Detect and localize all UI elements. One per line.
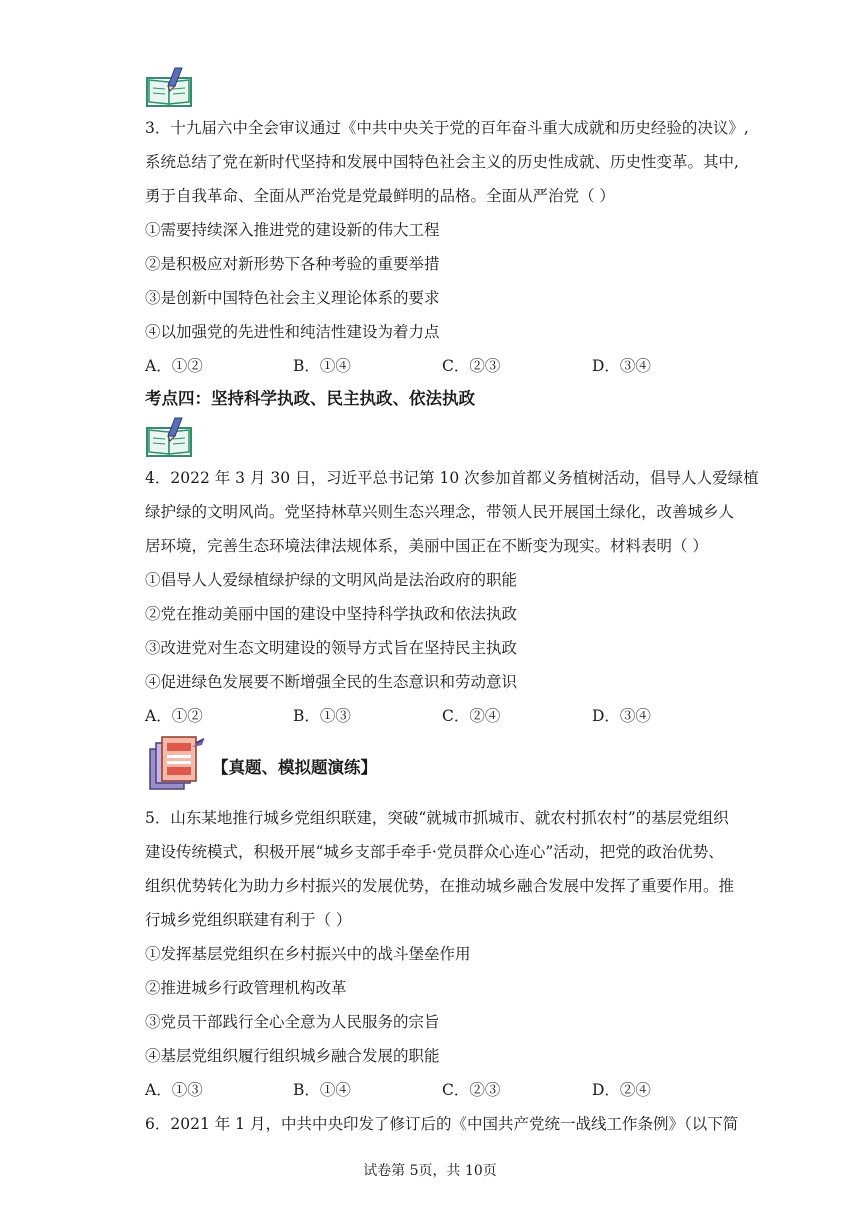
q3-option-c[interactable]: C．②③	[442, 357, 501, 375]
q3-stem-line-3: 勇于自我革命、全面从严治党是党最鲜明的品格。全面从严治党（ ）	[145, 187, 615, 205]
q5-options	[145, 1080, 705, 1100]
q3-item-3: ③是创新中国特色社会主义理论体系的要求	[145, 289, 440, 307]
q3-stem-line-1: 3．十九届六中全会审议通过《中共中央关于党的百年奋斗重大成就和历史经验的决议》,	[145, 119, 749, 137]
q5-option-a[interactable]: A．①③	[145, 1081, 203, 1099]
q5-stem-line-4: 行城乡党组织联建有利于（ ）	[145, 911, 352, 929]
notebook-pencil-icon	[145, 66, 193, 108]
kaodian-4-heading: 考点四：坚持科学执政、民主执政、依法执政	[145, 389, 475, 408]
q5-stem-line-1: 5．山东某地推行城乡党组织联建，突破“就城市抓城市、就农村抓农村”的基层党组织	[145, 809, 729, 827]
q3-option-b[interactable]: B．①④	[293, 357, 351, 375]
q3-item-4: ④以加强党的先进性和纯洁性建设为着力点	[145, 323, 440, 341]
q4-stem-line-3: 居环境，完善生态环境法律法规体系，美丽中国正在不断变为现实。材料表明（ ）	[145, 537, 708, 555]
q4-option-b[interactable]: B．①③	[293, 707, 351, 725]
q6-stem-line-1: 6．2021 年 1 月，中共中央印发了修订后的《中国共产党统一战线工作条例》（以下简	[145, 1115, 739, 1133]
q5-option-d[interactable]: D．②④	[592, 1081, 651, 1099]
q4-stem-line-1: 4．2022 年 3 月 30 日，习近平总书记第 10 次参加首都义务植树活动，倡导人人爱绿植	[145, 469, 759, 487]
page-footer: 试卷第 5页，共 10页	[363, 1163, 497, 1179]
q3-option-d[interactable]: D．③④	[592, 357, 651, 375]
q5-option-c[interactable]: C．②③	[442, 1081, 501, 1099]
q5-item-2: ②推进城乡行政管理机构改革	[145, 979, 347, 997]
q3-option-a[interactable]: A．①②	[145, 357, 203, 375]
q5-item-1: ①发挥基层党组织在乡村振兴中的战斗堡垒作用	[145, 945, 471, 963]
section-title: 【真题、模拟题演练】	[212, 758, 377, 777]
q4-item-4: ④促进绿色发展要不断增强全民的生态意识和劳动意识	[145, 673, 518, 691]
q4-item-2: ②党在推动美丽中国的建设中坚持科学执政和依法执政	[145, 605, 518, 623]
q4-option-c[interactable]: C．②④	[442, 707, 501, 725]
q4-options	[145, 706, 705, 726]
q5-item-3: ③党员干部践行全心全意为人民服务的宗旨	[145, 1013, 440, 1031]
q4-option-d[interactable]: D．③④	[592, 707, 651, 725]
q3-options	[145, 356, 705, 376]
documents-icon	[148, 735, 206, 793]
q4-item-1: ①倡导人人爱绿植绿护绿的文明风尚是法治政府的职能	[145, 571, 518, 589]
q5-stem-line-3: 组织优势转化为助力乡村振兴的发展优势，在推动城乡融合发展中发挥了重要作用。推	[145, 877, 735, 895]
q4-stem-line-2: 绿护绿的文明风尚。党坚持林草兴则生态兴理念，带领人民开展国土绿化，改善城乡人	[145, 503, 735, 521]
q3-stem-line-2: 系统总结了党在新时代坚持和发展中国特色社会主义的历史性成就、历史性变革。其中,	[145, 153, 739, 171]
q3-item-2: ②是积极应对新形势下各种考验的重要举措	[145, 255, 440, 273]
q4-option-a[interactable]: A．①②	[145, 707, 203, 725]
q4-item-3: ③改进党对生态文明建设的领导方式旨在坚持民主执政	[145, 639, 518, 657]
q5-stem-line-2: 建设传统模式，积极开展“城乡支部手牵手·党员群众心连心”活动，把党的政治优势、	[145, 843, 724, 861]
q5-option-b[interactable]: B．①④	[293, 1081, 351, 1099]
notebook-pencil-icon	[145, 416, 193, 458]
q3-item-1: ①需要持续深入推进党的建设新的伟大工程	[145, 221, 440, 239]
q5-item-4: ④基层党组织履行组织城乡融合发展的职能	[145, 1047, 440, 1065]
